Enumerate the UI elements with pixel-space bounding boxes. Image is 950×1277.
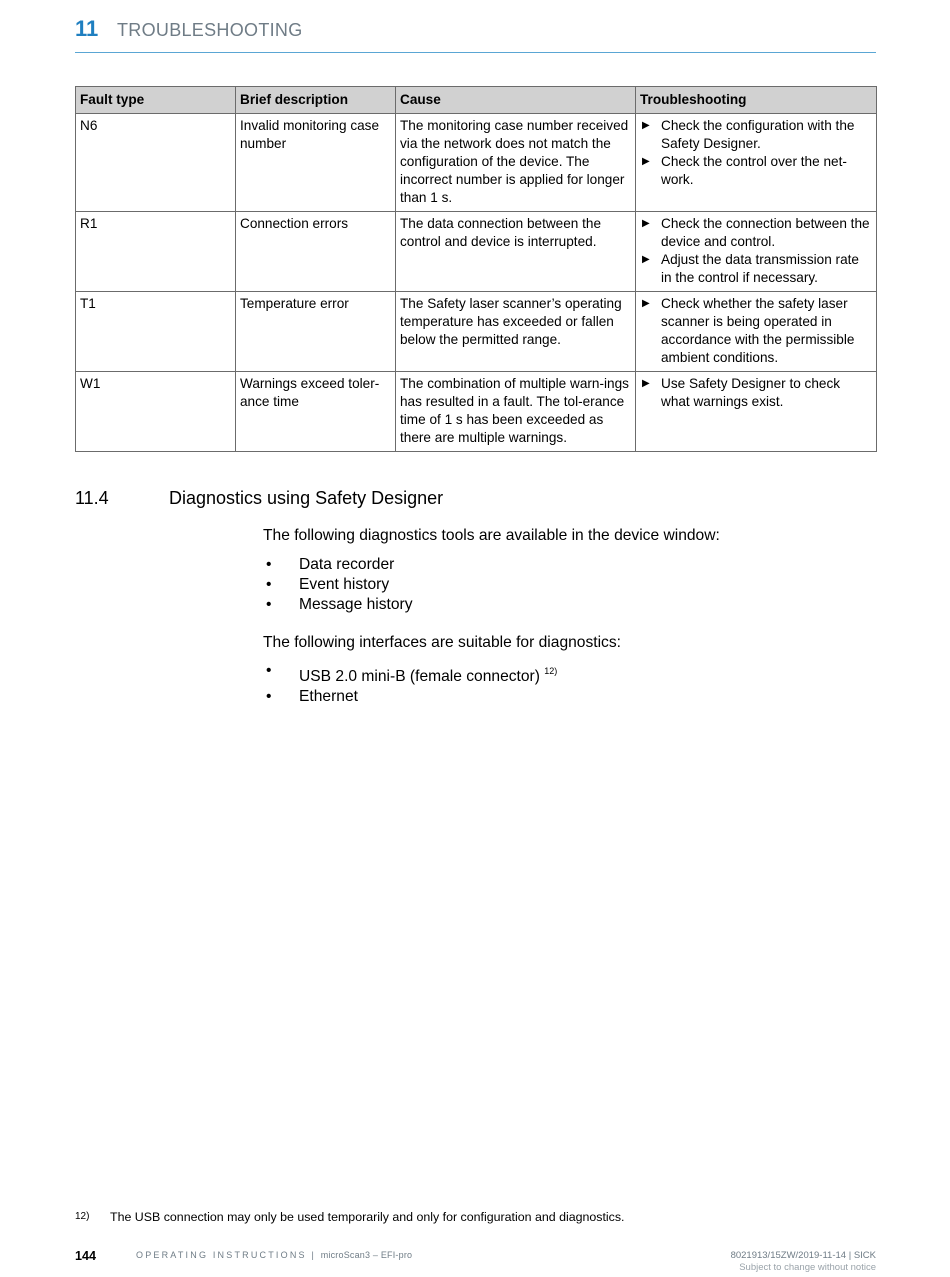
troubleshooting-step: ▶ Check the configuration with the Safety Designer. xyxy=(640,117,872,153)
cause-cell: The combination of multiple warn-ings has resulted in a fault. The tol-erance time of 1 s has been exceeded as there are multiple warnings. xyxy=(396,372,636,452)
troubleshooting-step: ▶ Use Safety Designer to check what warnings exist. xyxy=(640,375,872,411)
tools-intro-paragraph: The following diagnostics tools are available in the device window: xyxy=(263,527,720,544)
interfaces-list xyxy=(263,661,557,707)
cause-cell: The Safety laser scanner’s operating temperature has exceeded or fallen below the permitted range. xyxy=(396,292,636,372)
list-item: • Message history xyxy=(263,595,413,615)
troubleshooting-step: ▶ Check the control over the net-work. xyxy=(640,153,872,189)
chapter-header xyxy=(75,14,876,53)
troubleshooting-cell xyxy=(636,114,877,212)
description-cell: Connection errors xyxy=(236,212,396,292)
tools-list xyxy=(263,555,413,615)
chapter-title: TROUBLESHOOTING xyxy=(117,20,303,40)
table-header-row xyxy=(76,87,877,114)
list-item: • Data recorder xyxy=(263,555,413,575)
fault-type-cell: T1 xyxy=(76,292,236,372)
interface-label: USB 2.0 mini-B (female connector) xyxy=(299,668,540,685)
list-item: • Event history xyxy=(263,575,413,595)
table-row xyxy=(76,114,877,212)
footnote-text: The USB connection may only be used temporarily and only for configuration and diagnostics. xyxy=(110,1210,625,1224)
troubleshooting-cell xyxy=(636,372,877,452)
troubleshooting-cell xyxy=(636,292,877,372)
section-title: Diagnostics using Safety Designer xyxy=(169,488,444,508)
chapter-number: 11 xyxy=(75,16,99,41)
fault-type-cell: R1 xyxy=(76,212,236,292)
troubleshooting-step: ▶ Check whether the safety laser scanner is being operated in accordance with the permissible ambient conditions. xyxy=(640,295,872,367)
interfaces-intro-paragraph: The following interfaces are suitable for diagnostics: xyxy=(263,634,621,651)
column-header: Cause xyxy=(396,87,636,114)
cause-cell: The data connection between the control and device is interrupted. xyxy=(396,212,636,292)
table-row xyxy=(76,372,877,452)
troubleshooting-cell xyxy=(636,212,877,292)
description-cell: Warnings exceed toler-ance time xyxy=(236,372,396,452)
fault-type-cell: N6 xyxy=(76,114,236,212)
troubleshooting-step: ▶ Adjust the data transmission rate in the control if necessary. xyxy=(640,251,872,287)
page-number: 144 xyxy=(75,1249,97,1263)
column-header: Troubleshooting xyxy=(636,87,877,114)
footer-document-title xyxy=(136,1250,412,1260)
footnote-reference: 12) xyxy=(544,666,558,676)
list-item xyxy=(263,687,557,707)
footer-product: microScan3 – EFI-pro xyxy=(320,1250,413,1260)
footer-subject-note: Subject to change without notice xyxy=(739,1262,876,1273)
footer-separator: | xyxy=(311,1250,316,1260)
fault-table xyxy=(75,86,877,452)
column-header: Brief description xyxy=(236,87,396,114)
description-cell: Temperature error xyxy=(236,292,396,372)
troubleshooting-step: ▶ Check the connection between the device and control. xyxy=(640,215,872,251)
column-header: Fault type xyxy=(76,87,236,114)
footer-reference: 8021913/15ZW/2019-11-14 | SICK xyxy=(730,1250,876,1261)
description-cell: Invalid monitoring case number xyxy=(236,114,396,212)
table-row xyxy=(76,212,877,292)
footer-doc-type: OPERATING INSTRUCTIONS xyxy=(136,1250,307,1260)
fault-type-cell: W1 xyxy=(76,372,236,452)
cause-cell: The monitoring case number received via the network does not match the configuration of the device. The incorrect number is applied for longer than 1 s. xyxy=(396,114,636,212)
list-item xyxy=(263,661,557,687)
section-number: 11.4 xyxy=(75,488,109,508)
interface-label: Ethernet xyxy=(299,688,358,705)
footnote-marker: 12) xyxy=(75,1211,90,1222)
table-row xyxy=(76,292,877,372)
